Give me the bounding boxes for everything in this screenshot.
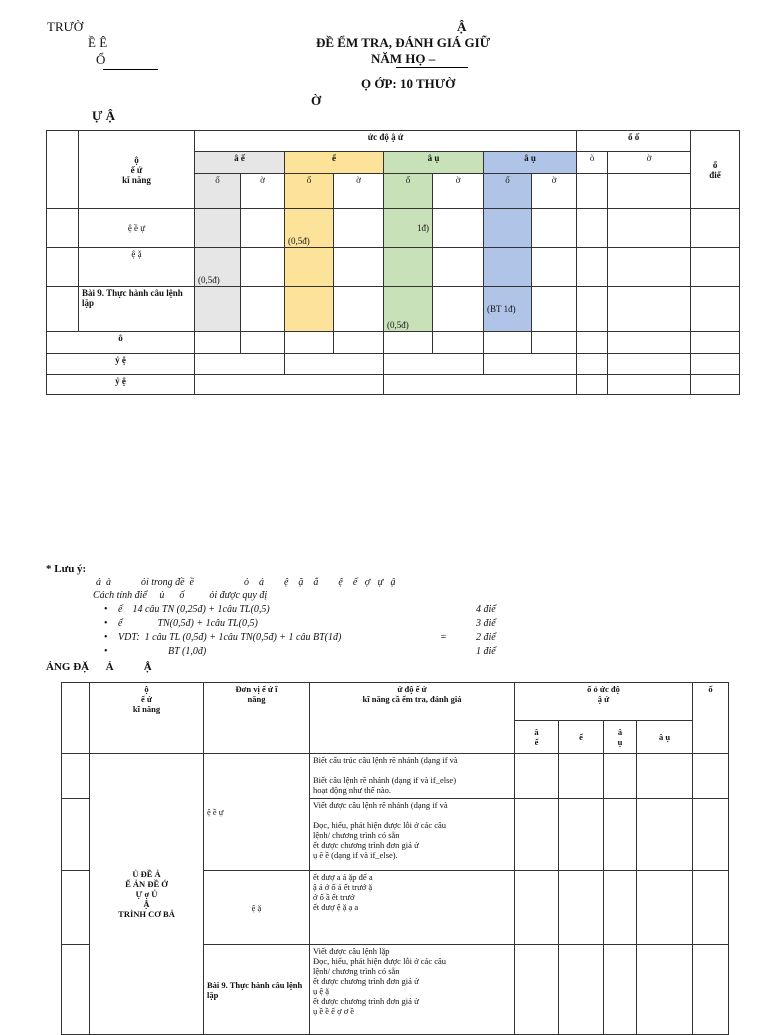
- exam-time: Ờ: [311, 93, 322, 108]
- sub-time: ờ: [532, 174, 577, 209]
- cell: [433, 248, 484, 287]
- spec-req-header: ứ độ ế ứ kĩ năng cầ ểm tra, đánh giá: [310, 683, 515, 754]
- cell: [195, 209, 241, 248]
- note-bullet: • BT (1,0đ): [118, 646, 206, 657]
- level-understand: ể: [285, 151, 384, 174]
- total-score-header: ổ điể: [691, 131, 740, 209]
- sub-count: ố: [195, 174, 241, 209]
- level-apply-high: â ụ: [484, 151, 577, 174]
- spec-requirement: Biết cấu trúc câu lệnh rẽ nhánh (dạng if và Biết câu lệnh rẽ nhánh (dạng if và if_else) hoạt động như thế nào.: [310, 754, 515, 799]
- top-mark: Ậ: [457, 19, 467, 34]
- note-bullet: • ế 14 câu TN (0,25đ) + 1câu TL(0,5): [118, 604, 270, 615]
- note-bullet: • VDT: 1 câu TL (0,5đ) + 1câu TN(0,5đ) + 1 câu BT(1đ): [118, 632, 341, 643]
- footer-ratio-sum: ỷ ệ: [47, 375, 195, 395]
- cell: (BT 1đ): [484, 287, 532, 332]
- note-score: 2 điể: [476, 632, 496, 643]
- cell: (0,5đ): [195, 248, 241, 287]
- header-underline: [103, 69, 158, 70]
- cell: [285, 248, 334, 287]
- level-recognize: â ế: [195, 151, 285, 174]
- note-score: 3 điể: [476, 618, 496, 629]
- note-line: Cách tính điể ủ ố ỏi được quy đị: [93, 590, 268, 601]
- cell: [433, 287, 484, 332]
- spec-total-header: ổ: [693, 683, 729, 754]
- cell: [334, 209, 384, 248]
- note-line: ả à ỏi trong đề ề ỏ ả ệ ặ ắ ệ ế ợ ự ậ: [96, 577, 396, 588]
- spec-unit: Bài 9. Thực hành câu lệnh lặp: [204, 945, 310, 1035]
- note-score: 1 điể: [476, 646, 496, 657]
- note-score: 4 điể: [476, 604, 496, 615]
- cell: [532, 209, 577, 248]
- spec-level: â ụ: [604, 721, 637, 754]
- footer-ratio: ỷ ệ: [47, 353, 195, 375]
- level-group-header: ức độ ậ ứ: [195, 131, 577, 152]
- spec-count-header: ố ỏ ức độ ậ ứ: [515, 683, 693, 721]
- level-apply: â ụ: [384, 151, 484, 174]
- table-row: [47, 209, 740, 248]
- cell: [285, 287, 334, 332]
- spec-unit: ệ ặ: [204, 871, 310, 945]
- total-group-header: ổ ố: [577, 131, 691, 152]
- sub-count: ố: [484, 174, 532, 209]
- cell: [484, 248, 532, 287]
- table-row: [47, 287, 740, 332]
- spec-topic-header: ộ ế ứ kĩ năng: [90, 683, 204, 754]
- cell: 1đ): [384, 209, 433, 248]
- cell: [484, 209, 532, 248]
- sub-time: ờ: [241, 174, 285, 209]
- school-name: TRƯỜ: [47, 19, 84, 34]
- total-sub-left: ò: [577, 151, 608, 174]
- spec-main-topic: Ủ ĐỀ Ả Ế ẢN ĐỀ Ớ Ự ợ Ủ Ậ TRÌNH CƠ BẢ: [90, 754, 204, 1035]
- row-topic: ệ ặ: [79, 248, 195, 287]
- note-bullet: • ể TN(0,5đ) + 1câu TL(0,5): [118, 618, 258, 629]
- cell: [532, 287, 577, 332]
- matrix-subtitle: Ự Ậ: [92, 108, 115, 123]
- cell: (0,5đ): [285, 209, 334, 248]
- total-sub-right: ờ: [608, 151, 691, 174]
- cell: [532, 248, 577, 287]
- note-eq: =: [440, 632, 447, 643]
- spec-level: â ụ: [637, 721, 693, 754]
- table-row: [47, 248, 740, 287]
- cell: [384, 248, 433, 287]
- table-row: [47, 375, 740, 395]
- row-topic: Bài 9. Thực hành câu lệnh lặp: [79, 287, 195, 332]
- footer-total: ô: [47, 332, 195, 354]
- row-topic: ệ ề ự: [79, 209, 195, 248]
- table-row: [47, 332, 740, 354]
- school-year: NĂM HỌ –: [371, 51, 436, 66]
- exam-title: ĐỀ ỂM TRA, ĐÁNH GIÁ GIỮ: [316, 35, 491, 50]
- exam-matrix-table: [46, 130, 740, 395]
- cell: [334, 248, 384, 287]
- table-row: [47, 353, 740, 375]
- spec-requirement: Viết được câu lệnh lặp Đọc, hiểu, phát hiện được lỗi ở các câu lệnh/ chương trình có sẵn ết được chương trình đơn giả ử ụ ệ ặ ết được chương trình đơn giả ử ụ ề ề ế ợ ơ ề: [310, 945, 515, 1035]
- cell: [334, 287, 384, 332]
- spec-table: [61, 682, 729, 1035]
- cell: (0,5đ): [384, 287, 433, 332]
- spec-table-title: ẢNG ĐẶ Ả Ậ: [46, 661, 152, 673]
- department-name: Ề Ê: [88, 35, 108, 50]
- spec-level: ể: [559, 721, 604, 754]
- sub-time: ờ: [334, 174, 384, 209]
- cell: [241, 209, 285, 248]
- cell: [195, 287, 241, 332]
- cell: [433, 209, 484, 248]
- note-heading: * Lưu ý:: [46, 563, 87, 575]
- sub-count: ố: [384, 174, 433, 209]
- spec-unit: ệ ề ự: [204, 754, 310, 871]
- spec-unit-header: Đơn vị ế ứ ĩ năng: [204, 683, 310, 754]
- col-topic-header: ộ ế ứ kĩ năng: [79, 131, 195, 209]
- spec-level: â ế: [515, 721, 559, 754]
- sub-count: ố: [285, 174, 334, 209]
- subject-class: Ọ ỚP: 10 THƯỜ: [361, 76, 456, 91]
- year-underline: [396, 67, 468, 68]
- spec-requirement: Viết được câu lệnh rẽ nhánh (dạng if và Đọc, hiểu, phát hiện được lỗi ở các câu lệnh/ chương trình có sẵn ết được chương trình đơn giả ử ụ ẽ ề (dạng if và if_else).: [310, 799, 515, 871]
- table-row: [62, 754, 729, 799]
- spec-requirement: ết đượ a ả ặp để a ậ ả ở ố ả ết trướ ặ ở ố ầ ết trướ ết đượ ệ ặ ạ a: [310, 871, 515, 945]
- cell: [241, 287, 285, 332]
- group-name: Ổ: [96, 52, 106, 67]
- cell: [241, 248, 285, 287]
- sub-time: ờ: [433, 174, 484, 209]
